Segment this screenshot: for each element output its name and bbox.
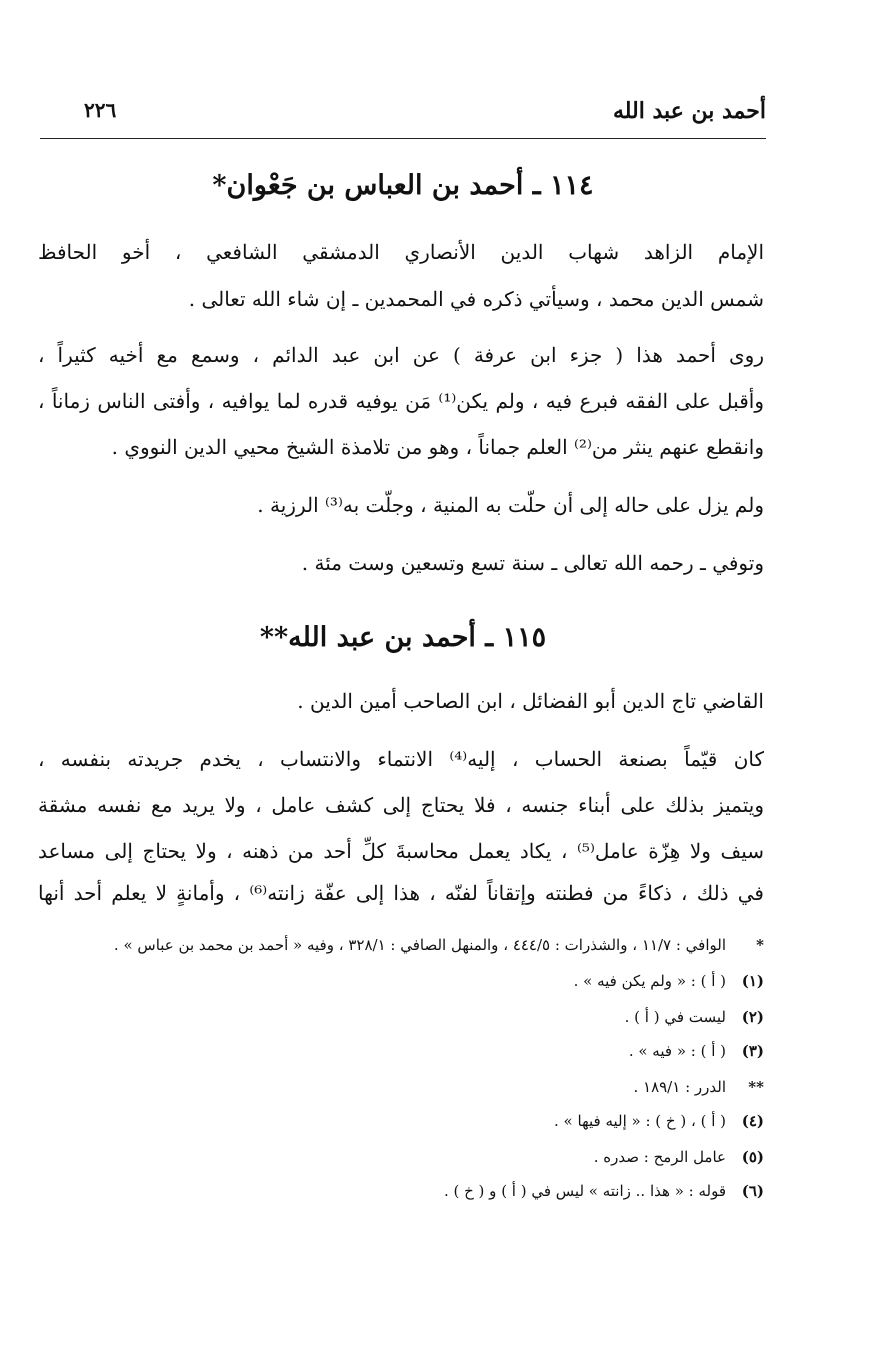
entry-115-line-1: القاضي تاج الدين أبو الفضائل ، ابن الصاحب أمين الدين . [297, 689, 764, 713]
footnote-mark: (٤) [741, 1112, 764, 1130]
entry-114-line-5: وانقطع عنهم ينثر من⁽²⁾ العلم جماناً ، وهو من تلامذة الشيخ محيي الدين النووي . [111, 435, 764, 459]
footnote [114, 936, 764, 954]
footnote-text: عامل الرمح : صدره . [593, 1148, 726, 1166]
entry-114-line-7: وتوفي ـ رحمه الله تعالى ـ سنة تسع وتسعين وست مئة . [301, 551, 764, 575]
footnote [625, 1008, 764, 1026]
entry-115-line-3: ويتميز بذلك على أبناء جنسه ، فلا يحتاج إلى كشف عامل ، ولا يريد مع نفسه مشقة [38, 793, 764, 817]
footnote-text: الوافي : ١١/٧ ، والشذرات : ٤٤٤/٥ ، والمنهل الصافي : ٣٢٨/١ ، وفيه « أحمد بن محمد بن عباس » . [113, 936, 726, 954]
footnote [574, 972, 764, 990]
footnote-text: ( أ ) : « ولم يكن فيه » . [573, 972, 726, 990]
footnote [554, 1112, 764, 1130]
footnote [444, 1182, 764, 1200]
footnote-mark: ** [748, 1078, 764, 1096]
entry-title-114: ١١٤ ـ أحمد بن العباس بن جَعْوان* [212, 170, 594, 201]
footnote-text: الدرر : ١٨٩/١ . [633, 1078, 726, 1096]
footnote-text: ليست في ( أ ) . [624, 1008, 726, 1026]
footnote [629, 1042, 764, 1060]
page-header [40, 98, 766, 134]
entry-115-line-2: كان قيّماً بصنعة الحساب ، إليه⁽⁴⁾ الانتماء والانتساب ، يخدم جريدته بنفسه ، [38, 747, 765, 771]
entry-title-115: ١١٥ ـ أحمد بن عبد الله** [259, 622, 547, 653]
footnote-mark: (٣) [741, 1042, 764, 1060]
header-rule [40, 138, 766, 139]
entry-114-line-6: ولم يزل على حاله إلى أن حلّت به المنية ، وجلّت به⁽³⁾ الرزية . [257, 493, 764, 517]
entry-114-line-4: وأقبل على الفقه فبرع فيه ، ولم يكن⁽¹⁾ مَن يوفيه قدره لما يوافيه ، وأفتى الناس زماناً ، [38, 389, 764, 413]
footnote-text: قوله : « هذا .. زانته » ليس في ( أ ) و ( خ ) . [443, 1182, 726, 1200]
footnote-mark: (٦) [741, 1182, 764, 1200]
footnote-mark: * [756, 936, 764, 954]
entry-114-line-2: شمس الدين محمد ، وسيأتي ذكره في المحمدين ـ إن شاء الله تعالى . [188, 287, 764, 311]
footnote-mark: (١) [741, 972, 764, 990]
footnote [633, 1078, 764, 1096]
entry-114-line-3: روى أحمد هذا ( جزء ابن عرفة ) عن ابن عبد الدائم ، وسمع مع أخيه كثيراً ، [38, 343, 764, 367]
footnote [594, 1148, 764, 1166]
running-title: أحمد بن عبد الله [612, 98, 766, 124]
footnote-mark: (٢) [741, 1008, 764, 1026]
entry-114-line-1: الإمام الزاهد شهاب الدين الأنصاري الدمشقي الشافعي ، أخو الحافظ [38, 240, 764, 264]
footnote-text: ( أ ) : « فيه » . [628, 1042, 726, 1060]
footnote-text: ( أ ) ، ( خ ) : « إليه فيها » . [554, 1112, 726, 1130]
footnote-mark: (٥) [741, 1148, 764, 1166]
page-number: ٢٢٦ [84, 98, 117, 122]
entry-115-line-5: في ذلك ، ذكاءً من فطنته وإتقاناً لفنّه ، هذا إلى عفّة زانته⁽⁶⁾ ، وأمانةٍ لا يعلم أحد أنها [38, 881, 764, 905]
entry-115-line-4: سيف ولا هِزّة عامل⁽⁵⁾ ، يكاد يعمل محاسبةَ كلِّ أحد من ذهنه ، ولا يحتاج إلى مساعد [38, 839, 764, 863]
